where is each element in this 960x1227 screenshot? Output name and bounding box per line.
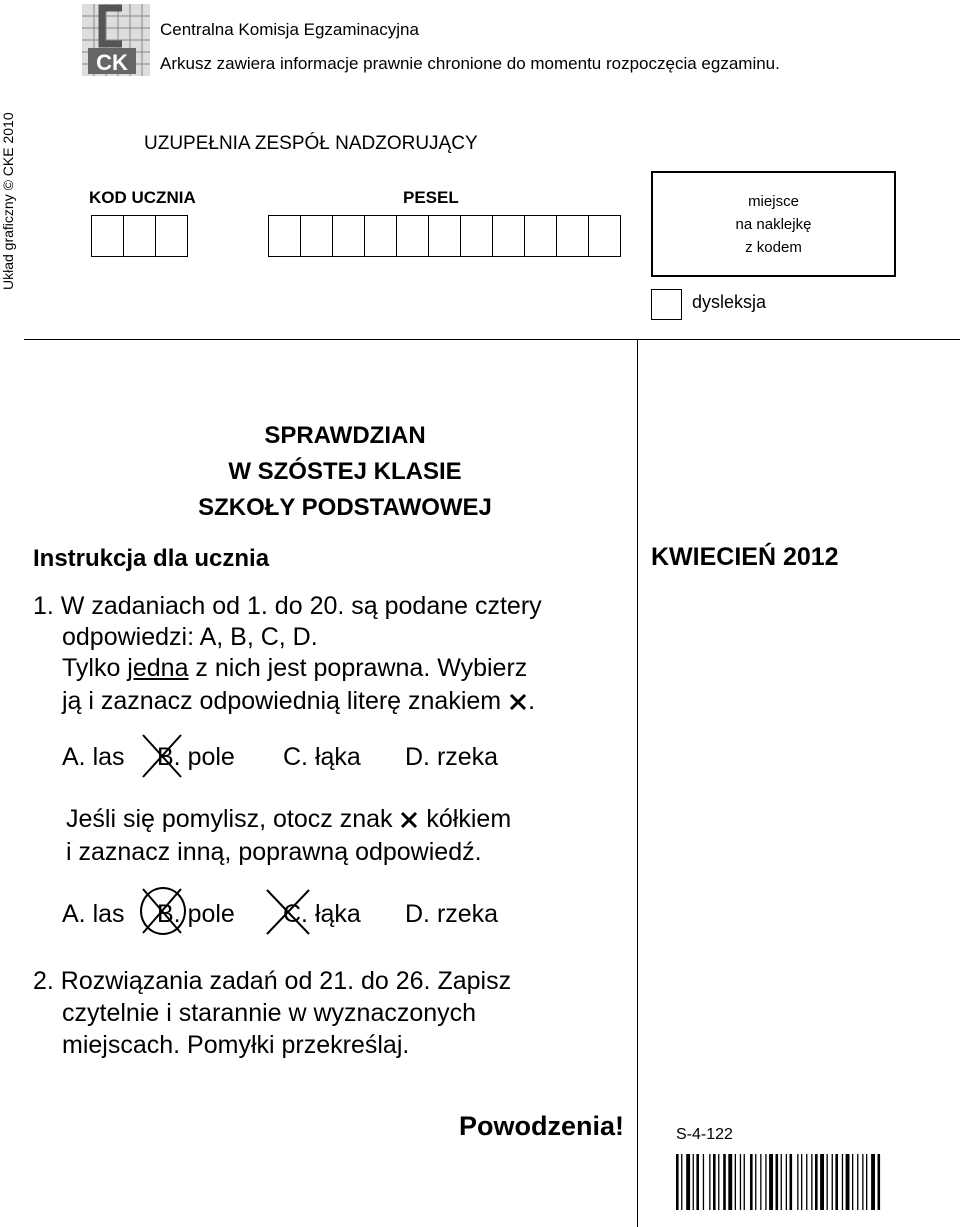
barcode-bar <box>801 1154 802 1210</box>
exam-date: KWIECIEŃ 2012 <box>651 543 839 571</box>
correction-line-2: i zaznacz inną, poprawną odpowiedź. <box>66 838 482 866</box>
organization-name: Centralna Komisja Egzaminacyjna <box>160 20 419 39</box>
x-mark-icon <box>508 692 528 712</box>
barcode-bar <box>750 1154 753 1210</box>
student-code-boxes[interactable] <box>91 215 188 257</box>
barcode-bar <box>835 1154 838 1210</box>
barcode-bar <box>815 1154 818 1210</box>
instruction-1-line-1: 1. W zadaniach od 1. do 20. są podane cztery <box>33 592 542 620</box>
barcode-bar <box>744 1154 745 1210</box>
barcode-bar <box>723 1154 726 1210</box>
barcode-bar <box>862 1154 863 1210</box>
instructions-heading: Instrukcja dla ucznia <box>33 545 270 572</box>
pesel-digit-box[interactable] <box>589 216 620 256</box>
confidentiality-notice: Arkusz zawiera informacje prawnie chronione do momentu rozpoczęcia egzaminu. <box>160 54 780 73</box>
barcode-bar <box>811 1154 812 1210</box>
pesel-digit-box[interactable] <box>301 216 333 256</box>
barcode-bar <box>846 1154 850 1210</box>
instruction-2-line-3: miejscach. Pomyłki przekreślaj. <box>62 1031 410 1059</box>
barcode-bar <box>852 1154 853 1210</box>
barcode-bar <box>857 1154 858 1210</box>
instruction-2-line-1: 2. Rozwiązania zadań od 21. do 26. Zapisz <box>33 967 512 995</box>
barcode-bar <box>820 1154 824 1210</box>
layout-credit: Układ graficzny © CKE 2010 <box>0 112 16 290</box>
pesel-digit-box[interactable] <box>525 216 557 256</box>
example-2-option-c: C. łąka <box>283 900 361 928</box>
pesel-digit-box[interactable] <box>429 216 461 256</box>
example-1-option-b: B. pole <box>157 743 235 771</box>
barcode-bar <box>676 1154 679 1210</box>
example-2-option-d: D. rzeka <box>405 900 499 928</box>
exam-code: S-4-122 <box>676 1126 733 1143</box>
vertical-divider <box>637 339 638 1227</box>
barcode-bar <box>755 1154 756 1210</box>
title-line: SZKOŁY PODSTAWOWEJ <box>198 494 492 521</box>
pesel-digit-box[interactable] <box>365 216 397 256</box>
barcode-bar <box>878 1154 881 1210</box>
instruction-1-line-2: odpowiedzi: A, B, C, D. <box>62 623 318 651</box>
example-2-option-b: B. pole <box>157 900 235 928</box>
barcode-bar <box>765 1154 766 1210</box>
sticker-line: z kodem <box>745 238 802 256</box>
barcode-bar <box>871 1154 875 1210</box>
good-luck-text: Powodzenia! <box>459 1111 625 1141</box>
example-1-option-d: D. rzeka <box>405 743 499 771</box>
instruction-1-line-3 <box>62 653 527 684</box>
text-fragment: Jeśli się pomylisz, otocz znak <box>66 805 400 833</box>
text-fragment: ją i zaznacz odpowiednią literę znakiem <box>62 687 509 715</box>
example-1-option-c: C. łąka <box>283 743 361 771</box>
sticker-line: miejsce <box>748 192 799 210</box>
text-fragment: Tylko <box>62 654 128 682</box>
example-2-option-a: A. las <box>62 900 125 928</box>
sticker-line: na naklejkę <box>735 215 812 233</box>
title-line: SPRAWDZIAN <box>264 422 426 449</box>
pesel-digit-box[interactable] <box>333 216 365 256</box>
barcode-bar <box>866 1154 867 1210</box>
barcode-bar <box>827 1154 828 1210</box>
horizontal-divider <box>24 339 960 340</box>
underlined-word: jedna <box>127 654 189 682</box>
code-digit-box[interactable] <box>156 216 187 256</box>
code-digit-box[interactable] <box>124 216 156 256</box>
barcode-bar <box>693 1154 694 1210</box>
text-fragment: . <box>528 687 536 715</box>
barcode-bar <box>797 1154 798 1210</box>
barcode-bar <box>806 1154 807 1210</box>
barcode-bar <box>740 1154 741 1210</box>
barcode-bar <box>760 1154 761 1210</box>
barcode-bar <box>781 1154 782 1210</box>
pesel-digit-box[interactable] <box>397 216 429 256</box>
dyslexia-label: dysleksja <box>692 292 767 312</box>
barcode-bar <box>769 1154 773 1210</box>
barcode-bar <box>735 1154 736 1210</box>
barcode-bar <box>786 1154 787 1210</box>
barcode-bar <box>709 1154 710 1210</box>
barcode-bar <box>681 1154 682 1210</box>
dyslexia-checkbox[interactable] <box>651 289 682 320</box>
sticker-area <box>651 171 896 277</box>
barcode-bar <box>842 1154 843 1210</box>
pesel-digit-box[interactable] <box>557 216 589 256</box>
pesel-label: PESEL <box>403 188 459 207</box>
cross-mark-icon <box>141 887 183 935</box>
cross-mark-icon <box>265 888 311 936</box>
barcode <box>676 1154 940 1210</box>
barcode-bar <box>776 1154 779 1210</box>
barcode-bar <box>790 1154 793 1210</box>
pesel-digit-box[interactable] <box>493 216 525 256</box>
logo-text: CK <box>96 50 128 75</box>
instruction-1-line-4 <box>62 686 535 717</box>
barcode-bar <box>703 1154 704 1210</box>
barcode-bar <box>713 1154 716 1210</box>
exam-title <box>130 418 560 526</box>
barcode-bar <box>718 1154 719 1210</box>
cke-logo <box>82 4 150 76</box>
pesel-digit-box[interactable] <box>461 216 493 256</box>
correction-line-1 <box>66 804 511 835</box>
barcode-bar <box>686 1154 690 1210</box>
text-fragment: kółkiem <box>419 805 512 833</box>
supervisors-heading: UZUPEŁNIA ZESPÓŁ NADZORUJĄCY <box>144 133 478 154</box>
student-code-label: KOD UCZNIA <box>89 188 196 207</box>
cross-mark-icon <box>141 733 183 779</box>
x-mark-icon <box>399 810 419 830</box>
instruction-2-line-2: czytelnie i starannie w wyznaczonych <box>62 999 477 1027</box>
example-1-option-a: A. las <box>62 743 125 771</box>
code-digit-box[interactable] <box>92 216 124 256</box>
barcode-bar <box>696 1154 699 1210</box>
barcode-bar <box>832 1154 833 1210</box>
text-fragment: z nich jest poprawna. Wybierz <box>188 654 528 682</box>
barcode-bar <box>728 1154 732 1210</box>
pesel-digit-box[interactable] <box>269 216 301 256</box>
pesel-boxes[interactable] <box>268 215 621 257</box>
title-line: W SZÓSTEJ KLASIE <box>228 458 462 485</box>
